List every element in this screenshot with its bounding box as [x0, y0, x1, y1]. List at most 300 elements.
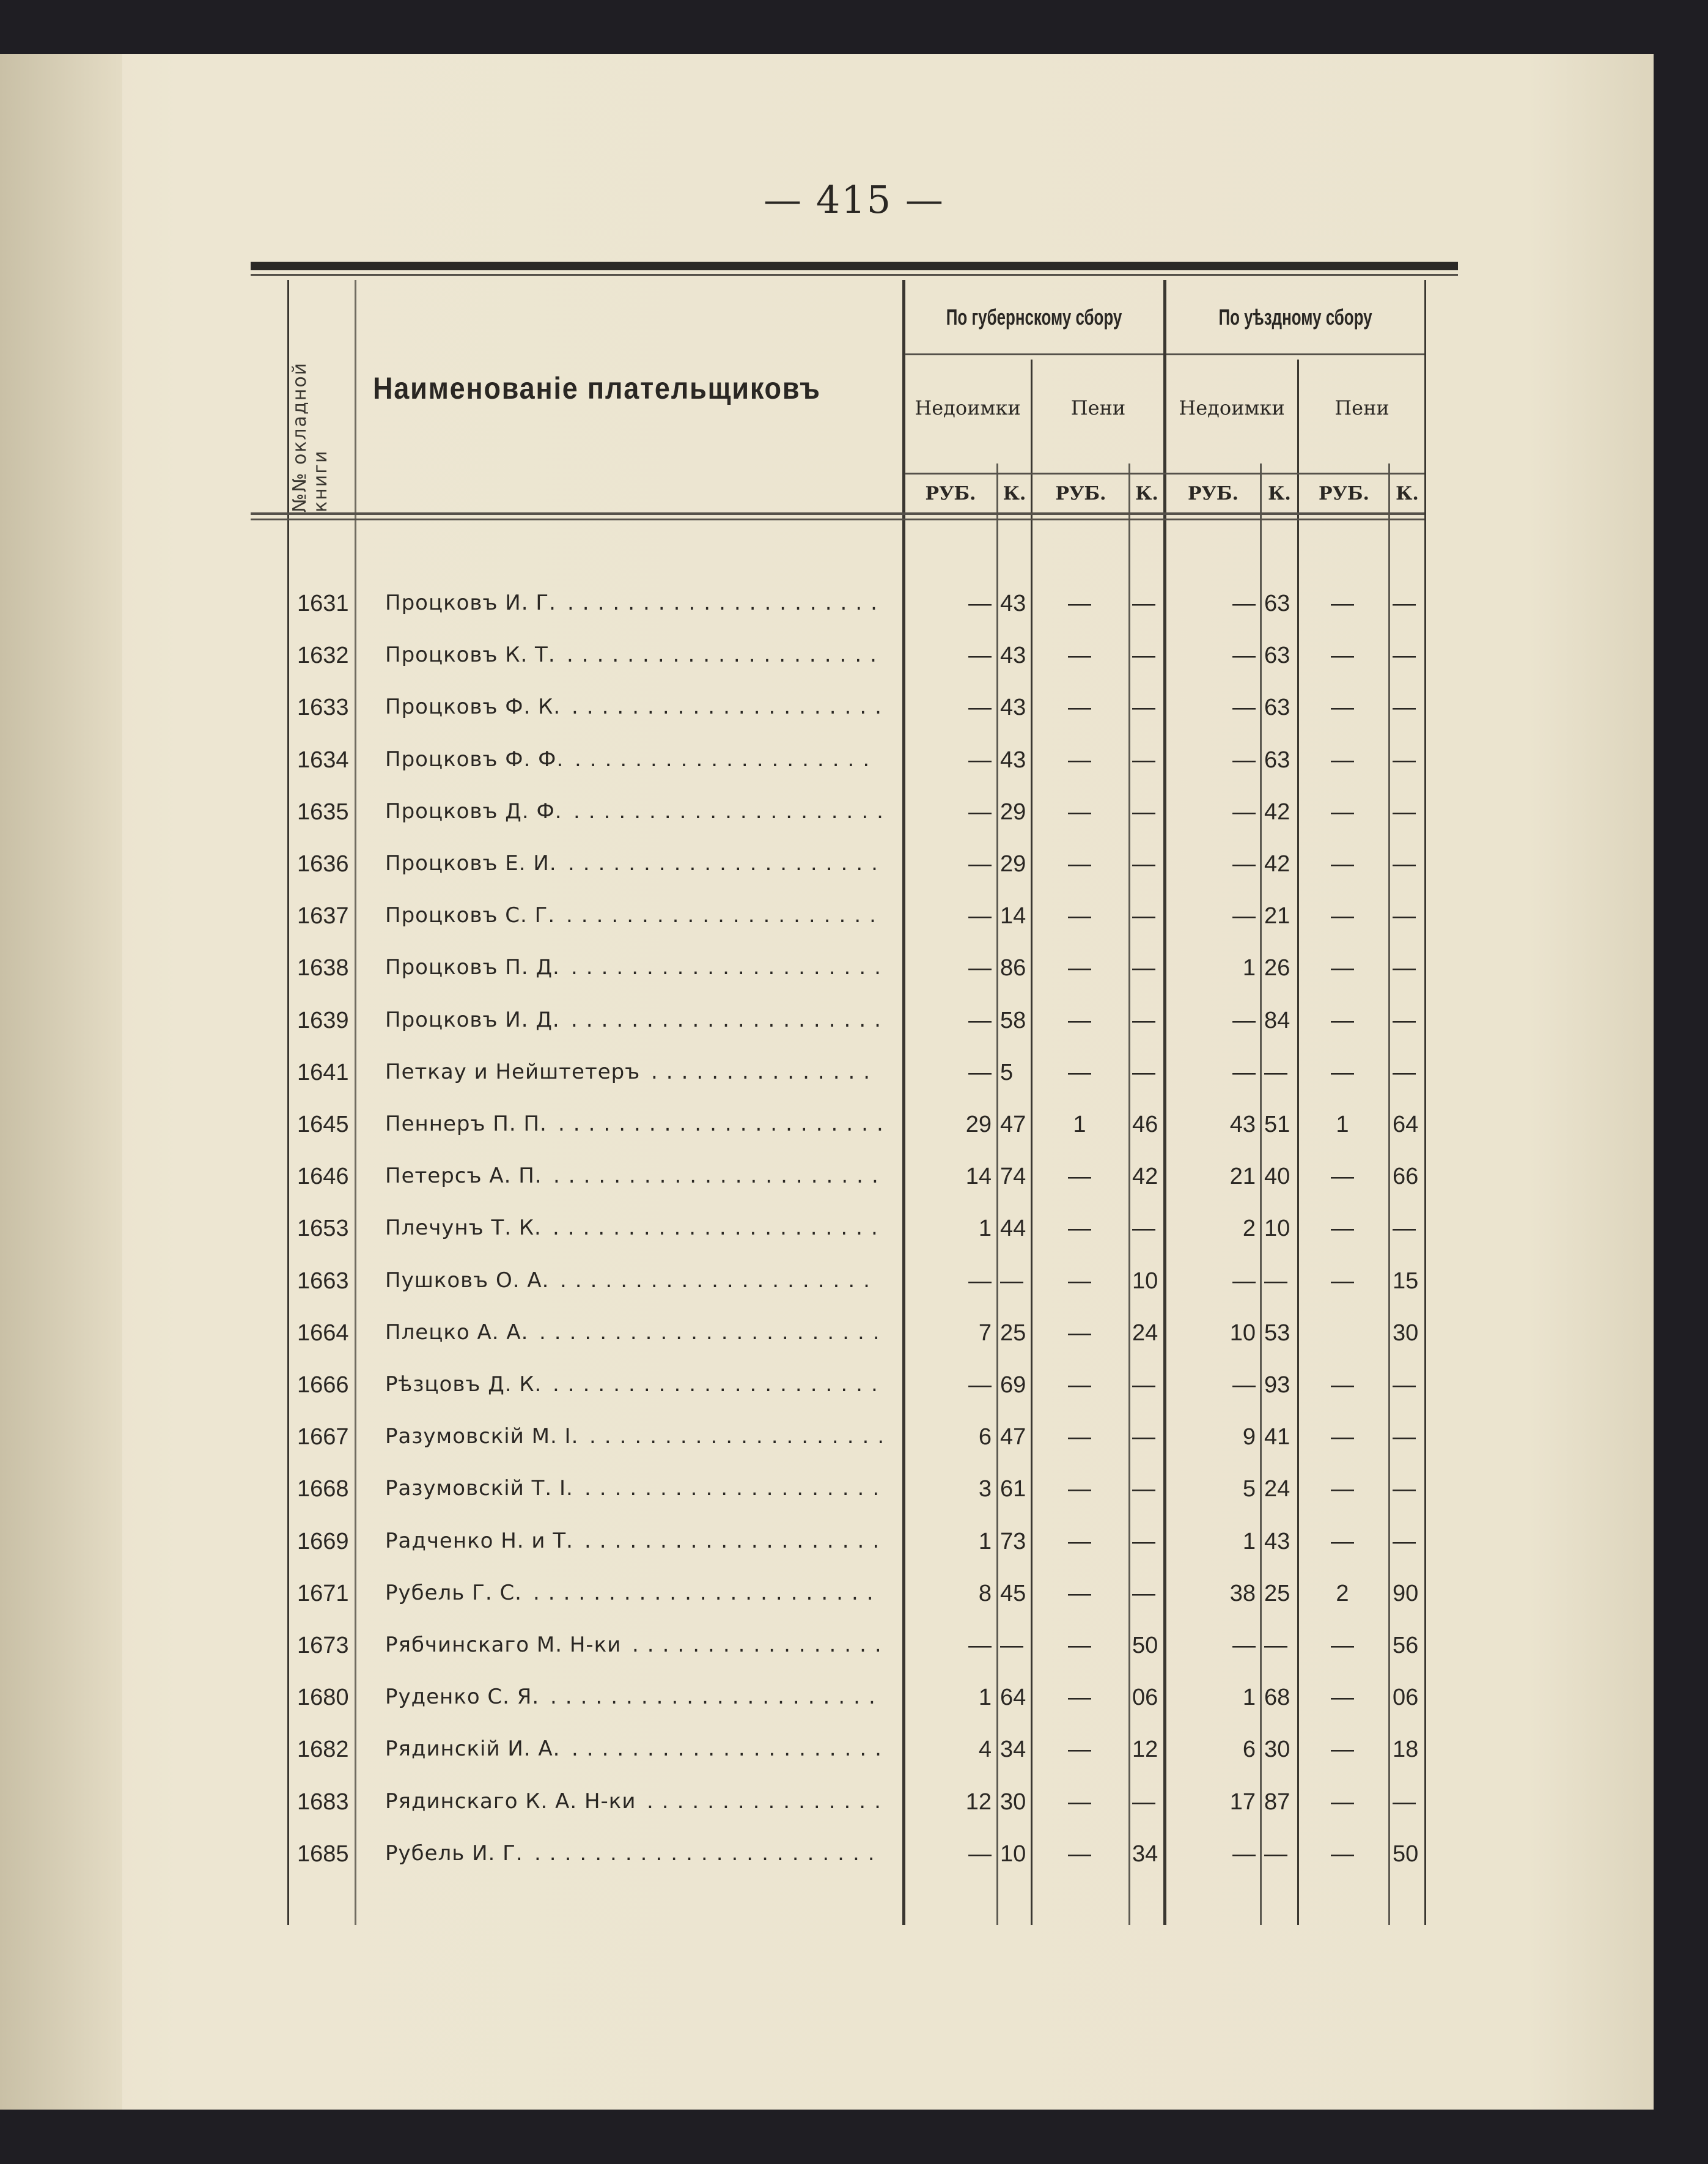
uezd-nedoimki-rub: 2 [1242, 1216, 1256, 1242]
uezd-peni-rub: — [1331, 591, 1354, 616]
uezd-peni-rub: — [1331, 1789, 1354, 1815]
uezd-nedoimki-k: 84 [1264, 1007, 1290, 1033]
leader-dots: ..................... [571, 955, 889, 980]
book-number: 1653 [297, 1216, 349, 1242]
uezd-nedoimki-rub: 17 [1229, 1789, 1256, 1815]
uezd-peni-rub: — [1331, 1528, 1354, 1554]
leader-dots: .................... [584, 1476, 888, 1501]
gub-nedoimki-rub: — [968, 1007, 992, 1033]
gub-peni-k: — [1132, 1580, 1155, 1606]
uezd-peni-k: — [1393, 799, 1416, 825]
book-number: 1680 [297, 1685, 349, 1711]
divider [1166, 353, 1424, 355]
header-unit-rub: РУБ. [925, 483, 976, 504]
leader-dots: ...................... [558, 1112, 892, 1136]
gub-peni-k: — [1132, 799, 1155, 825]
payer-name: Процковъ К. Т. [385, 643, 556, 668]
leader-dots: ..................... [560, 1268, 878, 1293]
payer-name: Рубель И. Г. [385, 1841, 523, 1866]
uezd-nedoimki-rub: — [1232, 1268, 1256, 1294]
payer-name: Пеннеръ П. П. [385, 1112, 547, 1136]
uezd-peni-rub: — [1331, 1737, 1354, 1763]
gub-peni-rub: — [1068, 1580, 1091, 1606]
gub-nedoimki-k: 44 [1000, 1216, 1026, 1242]
gub-nedoimki-k: 34 [1000, 1737, 1026, 1763]
leader-dots: ...................... [553, 1372, 886, 1397]
gub-peni-k: — [1132, 1059, 1155, 1085]
uezd-nedoimki-k: 87 [1264, 1789, 1290, 1815]
leader-dots: ..................... [568, 851, 886, 876]
uezd-nedoimki-rub: — [1232, 1633, 1256, 1658]
uezd-nedoimki-k: 24 [1264, 1476, 1290, 1502]
uezd-nedoimki-k: — [1264, 1633, 1287, 1658]
gub-peni-k: — [1132, 1007, 1155, 1033]
uezd-peni-rub: — [1331, 1841, 1354, 1867]
gub-peni-k: 10 [1132, 1268, 1158, 1294]
payer-name: Рябчинскаго М. Н-ки [385, 1633, 622, 1657]
leader-dots: .................... [589, 1424, 893, 1449]
table-top-rule [251, 262, 1458, 270]
book-number: 1671 [297, 1580, 349, 1606]
payer-name: Процковъ Ф. К. [385, 695, 561, 720]
leader-dots: .................... [584, 1528, 888, 1553]
header-book-number: №№ окладной книги [289, 361, 331, 512]
gub-peni-k: 24 [1132, 1320, 1158, 1346]
uezd-nedoimki-k: 63 [1264, 695, 1290, 721]
gub-nedoimki-k: 43 [1000, 591, 1026, 616]
gub-peni-k: — [1132, 591, 1155, 616]
page-gutter [0, 54, 122, 2110]
book-number: 1683 [297, 1789, 349, 1815]
gub-nedoimki-rub: 12 [965, 1789, 992, 1815]
leader-dots: ................ [647, 1789, 889, 1814]
gub-nedoimki-k: 47 [1000, 1112, 1026, 1137]
uezd-nedoimki-rub: 1 [1242, 1685, 1256, 1711]
gub-peni-rub: — [1068, 1007, 1091, 1033]
gub-nedoimki-k: — [1000, 1633, 1023, 1658]
uezd-nedoimki-k: — [1264, 1841, 1287, 1867]
gub-nedoimki-k: 43 [1000, 695, 1026, 721]
book-number: 1641 [297, 1059, 349, 1085]
gub-nedoimki-k: 47 [1000, 1424, 1026, 1450]
gub-peni-rub: — [1068, 1528, 1091, 1554]
uezd-nedoimki-rub: — [1232, 695, 1256, 721]
uezd-nedoimki-rub: 10 [1229, 1320, 1256, 1346]
gub-nedoimki-rub: — [968, 1633, 992, 1658]
gub-nedoimki-k: 73 [1000, 1528, 1026, 1554]
uezd-peni-rub: — [1331, 1424, 1354, 1450]
uezd-peni-k: — [1393, 643, 1416, 669]
uezd-nedoimki-rub: 6 [1242, 1737, 1256, 1763]
uezd-nedoimki-rub: — [1232, 1059, 1256, 1085]
gub-peni-rub: — [1068, 1164, 1091, 1190]
gub-peni-rub: — [1068, 903, 1091, 929]
uezd-peni-k: — [1393, 695, 1416, 721]
gub-peni-rub: — [1068, 1685, 1091, 1711]
table-row [251, 1465, 1458, 1517]
book-number: 1682 [297, 1737, 349, 1763]
book-number: 1633 [297, 695, 349, 721]
uezd-nedoimki-rub: — [1232, 1007, 1256, 1033]
uezd-nedoimki-k: 53 [1264, 1320, 1290, 1346]
book-number: 1685 [297, 1841, 349, 1867]
table-row [251, 1309, 1458, 1361]
uezd-peni-k: 64 [1393, 1112, 1419, 1137]
book-number: 1667 [297, 1424, 349, 1450]
leader-dots: ............... [651, 1059, 879, 1084]
uezd-peni-rub: 2 [1336, 1580, 1349, 1606]
book-number: 1666 [297, 1372, 349, 1398]
gub-peni-rub: — [1068, 799, 1091, 825]
uezd-peni-rub: — [1331, 1164, 1354, 1190]
uezd-nedoimki-k: — [1264, 1268, 1287, 1294]
gub-nedoimki-rub: — [968, 1841, 992, 1867]
uezd-peni-k: — [1393, 591, 1416, 616]
book-number: 1664 [297, 1320, 349, 1346]
table-row [251, 788, 1458, 840]
uezd-peni-rub: — [1331, 1633, 1354, 1658]
gub-nedoimki-k: — [1000, 1268, 1023, 1294]
gub-peni-k: — [1132, 1424, 1155, 1450]
table-row [251, 1101, 1458, 1153]
gub-peni-k: — [1132, 747, 1155, 773]
header-unit-k: К. [1396, 483, 1419, 504]
table-row [251, 1570, 1458, 1622]
uezd-nedoimki-rub: 1 [1242, 955, 1256, 981]
uezd-peni-k: 30 [1393, 1320, 1419, 1346]
payer-name: Рядинскаго К. А. Н-ки [385, 1789, 636, 1814]
gub-peni-k: — [1132, 1789, 1155, 1815]
uezd-nedoimki-k: 42 [1264, 851, 1290, 877]
payer-name: Рѣзцовъ Д. К. [385, 1372, 542, 1397]
uezd-peni-rub: — [1331, 695, 1354, 721]
gub-nedoimki-rub: 7 [978, 1320, 992, 1346]
uezd-nedoimki-rub: 1 [1242, 1528, 1256, 1554]
uezd-nedoimki-rub: — [1232, 643, 1256, 669]
header-uezd-peni: Пени [1334, 396, 1390, 419]
gub-nedoimki-k: 69 [1000, 1372, 1026, 1398]
header-unit-rub: РУБ. [1319, 483, 1369, 504]
leader-dots: .................... [575, 747, 878, 772]
table-row [251, 840, 1458, 892]
gub-peni-k: — [1132, 1476, 1155, 1502]
gub-peni-rub: — [1068, 1059, 1091, 1085]
payer-name: Плецко А. А. [385, 1320, 529, 1345]
leader-dots: ...................... [550, 1685, 884, 1710]
uezd-peni-rub: — [1331, 1059, 1354, 1085]
gub-peni-rub: — [1068, 1372, 1091, 1398]
gub-nedoimki-rub: — [968, 1268, 992, 1294]
divider [251, 512, 1424, 515]
gub-peni-rub: — [1068, 1320, 1091, 1346]
uezd-peni-k: — [1393, 1789, 1416, 1815]
uezd-nedoimki-rub: — [1232, 591, 1256, 616]
leader-dots: ................. [632, 1633, 890, 1657]
uezd-nedoimki-k: 25 [1264, 1580, 1290, 1606]
uezd-nedoimki-rub: — [1232, 1372, 1256, 1398]
book-number: 1663 [297, 1268, 349, 1294]
uezd-nedoimki-k: 30 [1264, 1737, 1290, 1763]
leader-dots: ..................... [572, 695, 890, 720]
gub-nedoimki-rub: — [968, 1372, 992, 1398]
book-number: 1646 [297, 1164, 349, 1190]
uezd-nedoimki-k: 42 [1264, 799, 1290, 825]
payer-name: Разумовскій М. І. [385, 1424, 579, 1449]
gub-peni-rub: — [1068, 695, 1091, 721]
table-row [251, 632, 1458, 684]
uezd-nedoimki-rub: 21 [1229, 1164, 1256, 1190]
leader-dots: ....................... [534, 1841, 883, 1866]
table-top-rule-thin [251, 274, 1458, 276]
gub-peni-rub: — [1068, 851, 1091, 877]
gub-peni-rub: — [1068, 955, 1091, 981]
uezd-peni-k: — [1393, 1059, 1416, 1085]
gub-nedoimki-k: 25 [1000, 1320, 1026, 1346]
leader-dots: ....................... [539, 1320, 888, 1345]
gub-peni-rub: — [1068, 1424, 1091, 1450]
gub-nedoimki-k: 43 [1000, 747, 1026, 773]
uezd-peni-k: — [1393, 1476, 1416, 1502]
gub-nedoimki-rub: — [968, 799, 992, 825]
uezd-nedoimki-k: 26 [1264, 955, 1290, 981]
book-number: 1634 [297, 747, 349, 773]
gub-peni-k: 06 [1132, 1685, 1158, 1711]
gub-nedoimki-rub: 1 [978, 1685, 992, 1711]
uezd-nedoimki-rub: 9 [1242, 1424, 1256, 1450]
gub-peni-k: — [1132, 695, 1155, 721]
gub-nedoimki-rub: — [968, 695, 992, 721]
gub-nedoimki-rub: — [968, 1059, 992, 1085]
gub-peni-k: 42 [1132, 1164, 1158, 1190]
gub-nedoimki-k: 5 [1000, 1059, 1014, 1085]
uezd-nedoimki-k: 63 [1264, 747, 1290, 773]
table-row [251, 892, 1458, 944]
payer-name: Рядинскій И. А. [385, 1737, 561, 1762]
gub-peni-k: — [1132, 851, 1155, 877]
uezd-peni-rub: — [1331, 1685, 1354, 1711]
gub-peni-rub: — [1068, 1476, 1091, 1502]
book-number: 1668 [297, 1476, 349, 1502]
uezd-peni-rub: — [1331, 1007, 1354, 1033]
uezd-nedoimki-rub: — [1232, 903, 1256, 929]
leader-dots: ..................... [567, 643, 885, 668]
uezd-peni-k: — [1393, 1528, 1416, 1554]
book-number: 1636 [297, 851, 349, 877]
book-number: 1635 [297, 799, 349, 825]
table-row [251, 1778, 1458, 1830]
uezd-nedoimki-k: 51 [1264, 1112, 1290, 1137]
book-number: 1645 [297, 1112, 349, 1137]
payer-name: Разумовскій Т. І. [385, 1476, 573, 1501]
uezd-peni-k: 66 [1393, 1164, 1419, 1190]
header-unit-rub: РУБ. [1055, 483, 1106, 504]
leader-dots: ...................... [553, 1164, 887, 1189]
payer-name: Процковъ Е. И. [385, 851, 557, 876]
uezd-nedoimki-k: — [1264, 1059, 1287, 1085]
gub-peni-rub: — [1068, 1633, 1091, 1658]
gub-nedoimki-rub: — [968, 903, 992, 929]
header-gub-peni: Пени [1070, 396, 1126, 419]
gub-peni-k: — [1132, 1528, 1155, 1554]
gub-peni-rub: — [1068, 1216, 1091, 1242]
payer-name: Процковъ И. Д. [385, 1007, 560, 1032]
gub-nedoimki-rub: 1 [978, 1216, 992, 1242]
payer-name: Процковъ С. Г. [385, 903, 556, 928]
table-row [251, 1726, 1458, 1778]
header-uezd-group: По уѣздному сбору [1218, 305, 1372, 330]
gub-peni-k: 12 [1132, 1737, 1158, 1763]
gub-nedoimki-k: 14 [1000, 903, 1026, 929]
book-number: 1669 [297, 1528, 349, 1554]
uezd-peni-k: 90 [1393, 1580, 1419, 1606]
gub-peni-k: 46 [1132, 1112, 1158, 1137]
gub-peni-rub: — [1068, 747, 1091, 773]
gub-nedoimki-rub: 6 [978, 1424, 992, 1450]
gub-nedoimki-rub: 4 [978, 1737, 992, 1763]
uezd-nedoimki-rub: 43 [1229, 1112, 1256, 1137]
gub-peni-k: 50 [1132, 1633, 1158, 1658]
table-row [251, 1205, 1458, 1257]
uezd-nedoimki-k: 93 [1264, 1372, 1290, 1398]
uezd-peni-k: — [1393, 903, 1416, 929]
uezd-nedoimki-rub: — [1232, 1841, 1256, 1867]
uezd-nedoimki-k: 40 [1264, 1164, 1290, 1190]
payer-name: Рубель Г. С. [385, 1580, 522, 1605]
uezd-peni-rub: — [1331, 1268, 1354, 1294]
payer-name: Процковъ Ф. Ф. [385, 747, 564, 772]
gub-nedoimki-rub: — [968, 643, 992, 669]
gub-peni-k: — [1132, 643, 1155, 669]
uezd-nedoimki-rub: — [1232, 851, 1256, 877]
uezd-peni-rub: — [1331, 1216, 1354, 1242]
gub-nedoimki-rub: 29 [965, 1112, 992, 1137]
uezd-nedoimki-k: 41 [1264, 1424, 1290, 1450]
payer-name: Процковъ И. Г. [385, 591, 556, 615]
table-row [251, 944, 1458, 996]
leader-dots: ..................... [566, 903, 885, 928]
book-number: 1631 [297, 591, 349, 616]
header-gub-group: По губернскому сбору [946, 305, 1122, 330]
gub-nedoimki-rub: 3 [978, 1476, 992, 1502]
gub-nedoimki-k: 29 [1000, 851, 1026, 877]
table-row [251, 1413, 1458, 1465]
payer-name: Плечунъ Т. К. [385, 1216, 542, 1241]
divider [905, 473, 1424, 475]
payer-name: Петерсъ А. П. [385, 1164, 542, 1189]
uezd-peni-rub: — [1331, 643, 1354, 669]
header-unit-k: К. [1135, 483, 1158, 504]
table-row [251, 1257, 1458, 1309]
gub-nedoimki-k: 43 [1000, 643, 1026, 669]
gub-nedoimki-rub: — [968, 955, 992, 981]
gub-peni-k: 34 [1132, 1841, 1158, 1867]
uezd-nedoimki-k: 63 [1264, 591, 1290, 616]
payer-name: Радченко Н. и Т. [385, 1528, 573, 1553]
uezd-peni-rub: — [1331, 903, 1354, 929]
gub-peni-rub: — [1068, 1268, 1091, 1294]
gub-nedoimki-rub: — [968, 591, 992, 616]
header-unit-k: К. [1268, 483, 1291, 504]
table-row [251, 1049, 1458, 1101]
table-row [251, 1830, 1458, 1882]
header-uezd-nedoimki: Недоимки [1179, 396, 1285, 419]
table-row [251, 1518, 1458, 1570]
gub-nedoimki-k: 58 [1000, 1007, 1026, 1033]
gub-nedoimki-rub: 8 [978, 1580, 992, 1606]
gub-nedoimki-k: 30 [1000, 1789, 1026, 1815]
divider [251, 519, 1424, 520]
header-payer-name: Наименованіе плательщиковъ [373, 371, 821, 405]
gub-peni-k: — [1132, 955, 1155, 981]
gub-nedoimki-k: 86 [1000, 955, 1026, 981]
gub-peni-rub: — [1068, 1737, 1091, 1763]
uezd-peni-k: 50 [1393, 1841, 1419, 1867]
uezd-peni-k: — [1393, 1424, 1416, 1450]
uezd-peni-k: — [1393, 1007, 1416, 1033]
uezd-peni-k: — [1393, 747, 1416, 773]
gub-peni-rub: — [1068, 591, 1091, 616]
header-gub-nedoimki: Недоимки [915, 396, 1021, 419]
leader-dots: ...................... [553, 1216, 886, 1241]
leader-dots: ..................... [572, 1737, 890, 1762]
payer-name: Петкау и Нейштетеръ [385, 1059, 641, 1084]
uezd-peni-rub: — [1331, 1372, 1354, 1398]
gub-nedoimki-rub: 14 [965, 1164, 992, 1190]
gub-nedoimki-rub: — [968, 747, 992, 773]
book-number: 1638 [297, 955, 349, 981]
table-row [251, 580, 1458, 632]
header-unit-rub: РУБ. [1188, 483, 1239, 504]
uezd-peni-k: 56 [1393, 1633, 1419, 1658]
gub-peni-k: — [1132, 903, 1155, 929]
gub-nedoimki-k: 64 [1000, 1685, 1026, 1711]
uezd-peni-k: — [1393, 955, 1416, 981]
gub-nedoimki-k: 10 [1000, 1841, 1026, 1867]
uezd-peni-k: 06 [1393, 1685, 1419, 1711]
divider [905, 353, 1163, 355]
uezd-nedoimki-k: 63 [1264, 643, 1290, 669]
uezd-nedoimki-k: 43 [1264, 1528, 1290, 1554]
table-row [251, 997, 1458, 1049]
uezd-peni-k: — [1393, 1372, 1416, 1398]
book-number: 1639 [297, 1007, 349, 1033]
gub-nedoimki-k: 61 [1000, 1476, 1026, 1502]
payers-table [251, 262, 1458, 1913]
uezd-peni-rub: — [1331, 851, 1354, 877]
gub-nedoimki-k: 45 [1000, 1580, 1026, 1606]
uezd-nedoimki-k: 21 [1264, 903, 1290, 929]
gub-peni-k: — [1132, 1372, 1155, 1398]
uezd-peni-rub: — [1331, 799, 1354, 825]
payer-name: Руденко С. Я. [385, 1685, 540, 1710]
leader-dots: ..................... [573, 799, 892, 824]
book-number: 1632 [297, 643, 349, 669]
uezd-nedoimki-rub: 5 [1242, 1476, 1256, 1502]
table-row [251, 1361, 1458, 1413]
uezd-peni-k: 18 [1393, 1737, 1419, 1763]
gub-nedoimki-rub: 1 [978, 1528, 992, 1554]
uezd-nedoimki-rub: 38 [1229, 1580, 1256, 1606]
book-number: 1637 [297, 903, 349, 929]
gub-peni-rub: — [1068, 1841, 1091, 1867]
table-row [251, 736, 1458, 788]
table-row [251, 1674, 1458, 1726]
uezd-peni-rub: 1 [1336, 1112, 1349, 1137]
uezd-nedoimki-k: 10 [1264, 1216, 1290, 1242]
table-row [251, 684, 1458, 736]
uezd-nedoimki-k: 68 [1264, 1685, 1290, 1711]
gub-nedoimki-k: 74 [1000, 1164, 1026, 1190]
